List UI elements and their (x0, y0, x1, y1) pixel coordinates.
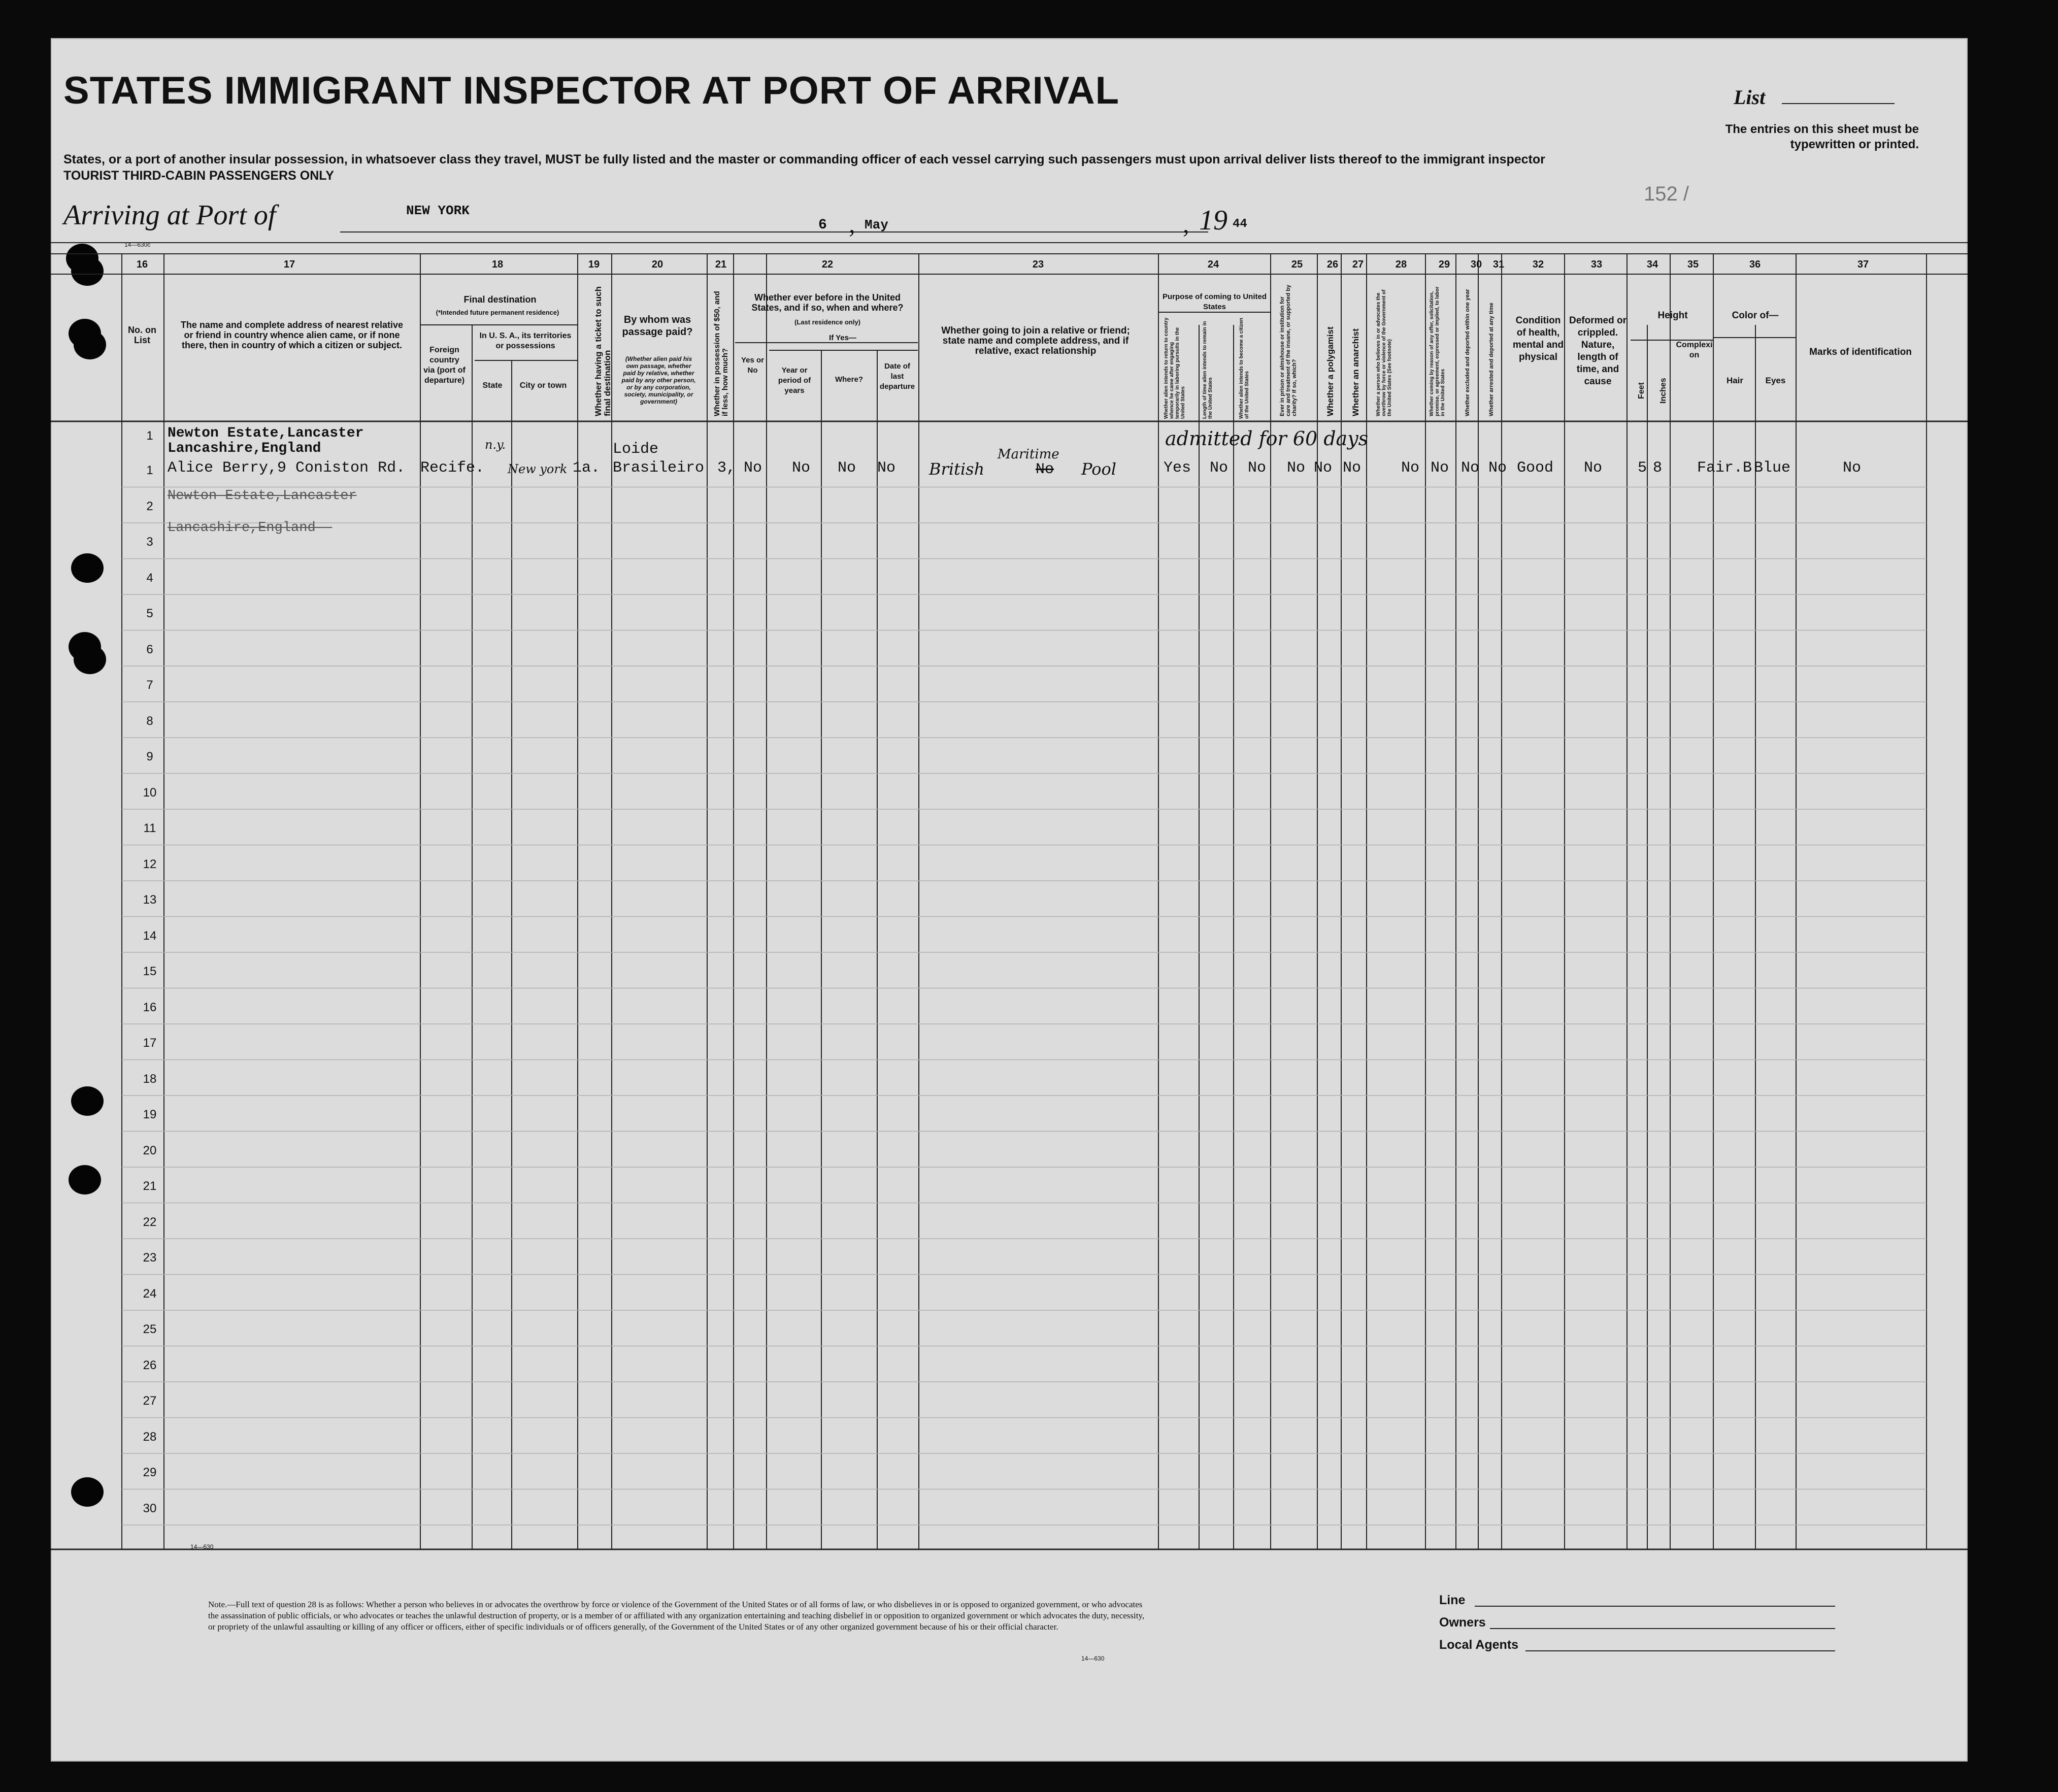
year-prefix: 19 (1199, 205, 1227, 236)
header-yes-no: Yes or No (741, 356, 765, 375)
ticket-value: 1a. (573, 459, 601, 477)
year-suffix: 44 (1233, 217, 1247, 231)
join-note-insert: Maritime (998, 447, 1059, 462)
column-number: 36 (1749, 259, 1761, 270)
local-agents-label: Local Agents (1439, 1638, 1519, 1652)
row-number: 12 (143, 857, 157, 871)
header-marks: Marks of identification (1809, 347, 1912, 357)
row-number: 27 (143, 1394, 157, 1408)
previous-departure: No (877, 459, 896, 477)
header-return-intent: Whether alien intends to return to country whence he came after engaging temporarily in laboring pursuits in the United States (1164, 317, 1186, 419)
column-number: 21 (715, 259, 727, 270)
row-number: 23 (143, 1251, 157, 1265)
header-anarchist: Whether an anarchist (1351, 328, 1360, 416)
relative-address-line3: Alice Berry,9 Coniston Rd. (168, 459, 406, 477)
header-inches: Inches (1659, 378, 1668, 404)
form-code: 14—630 (190, 1543, 214, 1550)
column-number: 24 (1207, 259, 1219, 270)
column-number: 27 (1352, 259, 1364, 270)
row-number: 22 (143, 1215, 157, 1229)
admitted-note: admitted for 60 days (1165, 427, 1369, 450)
row-number: 15 (143, 965, 157, 978)
owners-field (1490, 1628, 1835, 1629)
prison-value: No (1287, 459, 1306, 477)
header-where: Where? (835, 375, 863, 384)
header-deformed: Deformed or crippled. Nature, length of time, and cause (1569, 315, 1627, 387)
citizen-intent-value: No (1248, 459, 1267, 477)
overthrow-value: No (1401, 459, 1420, 477)
row-number: 30 (143, 1501, 157, 1515)
length-stay-value: No (1210, 459, 1229, 477)
header-final-destination-note: (*Intended future permanent residence) (436, 309, 559, 316)
day-value: 6 (818, 217, 827, 233)
header-passage-paid-note: (Whether alien paid his own passage, whether paid by relative, whether paid by any other person, or by any corporation, society, municipality, or government) (621, 355, 696, 405)
header-color: Color of— (1732, 310, 1779, 321)
column-number: 16 (136, 259, 148, 270)
row-number: 13 (143, 893, 157, 907)
passage-paid-line2: Brasileiro (613, 459, 705, 477)
state-value: n.y. (485, 438, 506, 452)
header-feet: Feet (1637, 382, 1646, 400)
row-number: 25 (143, 1322, 157, 1336)
previous-years: No (792, 459, 811, 477)
month-value: May (865, 217, 888, 233)
header-hair: Hair (1726, 376, 1744, 385)
deformed-value: No (1584, 459, 1603, 477)
column-number: 31 (1492, 259, 1505, 270)
header-labor-offer: Whether coming by reason of any offer, solicitation, promise, or agreement, expressed or implied, to labor in the United States (1429, 286, 1446, 416)
row-number: 20 (143, 1143, 157, 1157)
header-deported: Whether arrested and deported at any time (1488, 303, 1495, 416)
header-citizen-intent: Whether alien intends to become a citizen of the United States (1239, 318, 1250, 419)
header-final-destination: Final destination (463, 294, 537, 305)
column-number: 26 (1326, 259, 1339, 270)
row-number: 16 (143, 1000, 157, 1014)
row-number: 1 (146, 463, 153, 477)
page-title: STATES IMMIGRANT INSPECTOR AT PORT OF ARRIVAL (63, 69, 1120, 112)
question-28-footnote: Note.—Full text of question 28 is as follows: Whether a person who believes in or advocates the overthrow by force or violence of the Government of the United States or of all forms of law, or who disbelieves in or is opposed to organized government, or who advocates the assassination of public officials, or who advocates or teaches the unlawful destruction of property, or is a member of or affiliated with any organization entertaining and teaching disbelief in or opposition to organized government or which advocates the duty, necessity, or propriety of the unlawful assaulting or killing of any officer or officers, either of specific individuals or of officers generally, of the Government of the United States or of any other organized government because of his or their official character. (208, 1600, 1145, 1632)
row-number: 28 (143, 1430, 157, 1444)
header-overthrow: Whether a person who believes in or advocates the overthrow by force or violence of the Government of the United States (See footnote) (1376, 289, 1392, 416)
line-field (1475, 1606, 1835, 1607)
row-number: 3 (146, 535, 153, 549)
header-health: Condition of health, mental and physical (1512, 315, 1564, 362)
row-number: 18 (143, 1072, 157, 1086)
header-join-relative: Whether going to join a relative or friend; state name and complete address, and if relative, exact relationship (941, 325, 1130, 356)
column-number: 35 (1687, 259, 1699, 270)
join-note-start: British (929, 459, 985, 479)
column-number: 20 (651, 259, 663, 270)
row-number: 8 (146, 714, 153, 728)
arriving-label: Arriving at Port of (63, 200, 276, 231)
column-number: 34 (1646, 259, 1658, 270)
polygamist-value: No (1314, 459, 1333, 477)
header-purpose: Purpose of coming to United States (1163, 292, 1267, 311)
eyes-value: Blue (1754, 459, 1791, 477)
column-number: 23 (1032, 259, 1044, 270)
form-code: 14—630c (124, 241, 151, 248)
row-number: 21 (143, 1179, 157, 1193)
header-passage-paid: By whom was passage paid? (622, 314, 693, 338)
row-number: 10 (143, 785, 157, 800)
header-prison: Ever in prison or almshouse or institution for care and treatment of the insane, or supported by charity? If so, which? (1279, 284, 1298, 416)
header-nearest-relative: The name and complete address of nearest relative or friend in country whence alien came, or if none there, then in country of which a citizen or subject. (180, 320, 404, 350)
passenger-class: TOURIST THIRD-CABIN PASSENGERS ONLY (63, 169, 334, 183)
return-intent-value: Yes (1164, 459, 1191, 477)
header-length-stay: Length of time alien intends to remain in the United States (1202, 321, 1213, 419)
row-number: 6 (146, 642, 153, 656)
foreign-port-value: Recife. (420, 459, 485, 477)
join-note-end: Pool (1081, 459, 1116, 479)
column-number: 32 (1532, 259, 1544, 270)
row-number: 5 (146, 607, 153, 620)
line-label: Line (1439, 1593, 1466, 1607)
row-number: 17 (143, 1036, 157, 1050)
header-complexion: Complexion (1676, 341, 1713, 359)
anarchist-value: No (1343, 459, 1362, 477)
column-number: 22 (821, 259, 834, 270)
column-number: 37 (1857, 259, 1869, 270)
header-height: Height (1657, 310, 1688, 321)
local-agents-field (1525, 1650, 1835, 1651)
marks-value: No (1843, 459, 1862, 477)
join-note-struck: No (1036, 461, 1054, 478)
row-number: 29 (143, 1466, 157, 1479)
struck-address-line1: Newton Estate,Lancaster (168, 488, 357, 504)
page-number: 152 / (1644, 183, 1689, 205)
port-value: NEW YORK (406, 203, 470, 218)
column-number: 19 (588, 259, 600, 270)
passage-paid-line1: Loide (613, 441, 659, 458)
column-number: 30 (1470, 259, 1482, 270)
header-last-departure: Date of last departure (879, 362, 915, 391)
city-value: New york (508, 462, 568, 476)
header-eyes: Eyes (1765, 376, 1786, 385)
row-number: 2 (146, 499, 153, 513)
height-inches-value: 8 (1653, 459, 1663, 477)
column-number: 25 (1291, 259, 1303, 270)
column-number: 29 (1438, 259, 1450, 270)
header-year-period: Year or period of years (778, 366, 811, 395)
row-number: 9 (146, 750, 153, 764)
complexion-value: Fair.B (1697, 459, 1752, 477)
header-money: Whether in possession of $50, and if less, how much? (713, 291, 729, 416)
column-number: 17 (283, 259, 295, 270)
column-number: 33 (1590, 259, 1603, 270)
relative-address-line2: Lancashire,England (168, 441, 321, 456)
header-previous-stay-note: (Last residence only) (794, 318, 861, 326)
row-number: 24 (143, 1286, 157, 1301)
health-value: Good (1517, 459, 1554, 477)
row-number: 26 (143, 1358, 157, 1372)
header-previous-stay: Whether ever before in the United States, and if so, when and where? (751, 292, 904, 313)
row-number: 4 (146, 571, 153, 585)
subtitle: States, or a port of another insular possession, in whatsoever class they travel, MUST be fully listed and the master or commanding officer of each vessel carrying such passengers must upon arrival deliver lists thereof to the immigrant inspector (63, 152, 1545, 167)
relative-address-line1: Newton Estate,Lancaster (168, 425, 364, 441)
header-polygamist: Whether a polygamist (1325, 326, 1335, 416)
header-ticket: Whether having a ticket to such final destination (593, 286, 612, 416)
previous-where: No (838, 459, 856, 477)
entries-note: The entries on this sheet must be typewritten or printed. (1725, 122, 1919, 151)
deported-value: No (1488, 459, 1507, 477)
struck-address-line2: Lancashire,England — (168, 520, 333, 536)
header-in-usa: In U. S. A., its territories or possessions (479, 331, 572, 350)
previous-yes-no: No (744, 459, 762, 477)
form-code: 14—630 (1081, 1655, 1105, 1662)
header-if-yes: If Yes— (829, 334, 856, 342)
separator: , (849, 210, 855, 238)
money-value: 3, (717, 459, 736, 477)
separator: , (1183, 210, 1189, 238)
header-list-number: No. on List (128, 325, 156, 345)
header-state: State (482, 381, 503, 390)
row-number: 19 (143, 1108, 157, 1121)
header-city: City or town (519, 381, 567, 390)
excluded-value: No (1461, 459, 1480, 477)
header-foreign-country: Foreign country via (port of departure) (423, 346, 466, 385)
owners-label: Owners (1439, 1615, 1486, 1630)
row-number: 11 (143, 821, 156, 835)
column-number: 18 (491, 259, 504, 270)
row-number: 14 (143, 928, 157, 943)
header-excluded: Whether excluded and deported within one year (1465, 289, 1471, 416)
list-label: List (1734, 86, 1766, 109)
labor-offer-value: No (1431, 459, 1449, 477)
row-number: 7 (146, 678, 153, 692)
column-number: 28 (1395, 259, 1407, 270)
row-number: 1 (146, 429, 153, 443)
height-feet-value: 5 (1638, 459, 1647, 477)
